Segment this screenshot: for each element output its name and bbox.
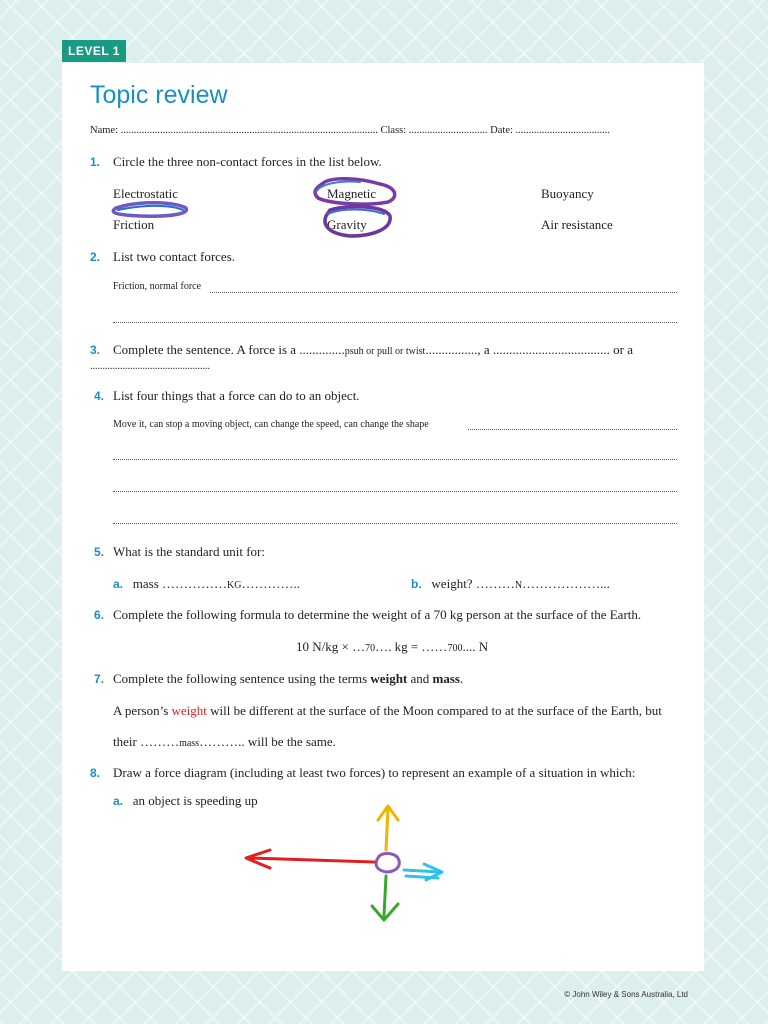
q7-answer-mass[interactable]: mass [179, 738, 200, 749]
q7-and: and [407, 671, 433, 686]
q8-number: 8. [90, 766, 101, 780]
q8a-text: an object is speeding up [132, 793, 258, 808]
q8-text: Draw a force diagram (including at least two forces) to represent an example of a situation in which: [113, 765, 636, 780]
copyright: © John Wiley & Sons Australia, Ltd [564, 990, 688, 999]
q7-answer-weight[interactable]: weight [171, 703, 207, 718]
page-title: Topic review [90, 81, 228, 109]
q5a-answer[interactable]: KG [227, 580, 242, 591]
q6-answer-mass[interactable]: 70 [365, 643, 376, 654]
object-circle [376, 854, 399, 873]
q1-option-friction[interactable]: Friction [113, 217, 155, 232]
q7-pre: Complete the following sentence using the terms [113, 671, 371, 686]
q3-number: 3. [90, 343, 101, 357]
q6-number: 6. [94, 608, 105, 622]
q8a-label: a. [113, 794, 124, 808]
yellow-arrow-up [378, 806, 398, 850]
q5-text: What is the standard unit for: [113, 544, 265, 559]
q5a-post: ………….. [241, 576, 300, 591]
q6-answer-weight[interactable]: 700 [447, 643, 463, 654]
red-arrow-left [246, 850, 374, 868]
q5b-label: b. [411, 577, 422, 591]
name-class-date-line[interactable]: Name: .................................................................................................. Class: .............................. Date: .................................... [90, 125, 611, 136]
q6-f5: .... N [462, 639, 489, 654]
q1-number: 1. [90, 155, 101, 169]
q5b-answer[interactable]: N [514, 580, 523, 591]
q3-mid: ................, a .................................... or a [425, 342, 633, 357]
q1-option-air-resistance[interactable]: Air resistance [541, 217, 613, 232]
q5a-label: a. [113, 577, 124, 591]
q1-option-gravity[interactable]: Gravity [327, 217, 367, 232]
q1-option-electrostatic[interactable]: Electrostatic [113, 186, 178, 201]
q2-text: List two contact forces. [113, 249, 236, 264]
force-diagram [246, 806, 442, 920]
q2-number: 2. [90, 250, 101, 264]
level-badge: LEVEL 1 [62, 40, 126, 62]
q5b-post: ………………... [522, 576, 610, 591]
q4-text: List four things that a force can do to an object. [113, 388, 360, 403]
q5-number: 5. [94, 545, 105, 559]
q1-option-buoyancy[interactable]: Buoyancy [541, 186, 594, 201]
q7-s2-start: their ……… [113, 734, 180, 749]
green-arrow-down [372, 876, 398, 920]
q5a-pre: mass …………… [132, 576, 228, 591]
q7-number: 7. [94, 672, 105, 686]
cyan-arrow-right [404, 864, 442, 880]
q7-term-mass: mass [432, 671, 460, 686]
q3-answer-1[interactable]: psuh or pull or twist [344, 346, 426, 357]
q7-dot: . [460, 671, 464, 686]
q3-continuation[interactable]: ................................................ [90, 361, 210, 372]
q1-option-magnetic[interactable]: Magnetic [327, 186, 377, 201]
q3-prefix: Complete the sentence. A force is a .............. [113, 342, 345, 357]
q7-term-weight: weight [370, 671, 408, 686]
q1-text: Circle the three non-contact forces in the list below. [113, 154, 382, 169]
q7-s2-end: ……….. will be the same. [199, 734, 336, 749]
q6-text: Complete the following formula to determine the weight of a 70 kg person at the surface of the Earth. [113, 607, 642, 622]
q7-s1-end: will be different at the surface of the Moon compared to at the surface of the Earth, but [206, 703, 662, 718]
q4-answer[interactable]: Move it, can stop a moving object, can change the speed, can change the shape [113, 419, 429, 430]
q7-s1-start: A person’s [113, 703, 172, 718]
q6-f1: 10 N/kg × … [296, 639, 366, 654]
circle-gravity-stroke2 [328, 210, 384, 215]
q6-f3: …. kg = …… [375, 639, 448, 654]
q2-answer[interactable]: Friction, normal force [113, 281, 202, 292]
q5b-pre: weight? ……… [431, 576, 515, 591]
q4-number: 4. [94, 389, 105, 403]
